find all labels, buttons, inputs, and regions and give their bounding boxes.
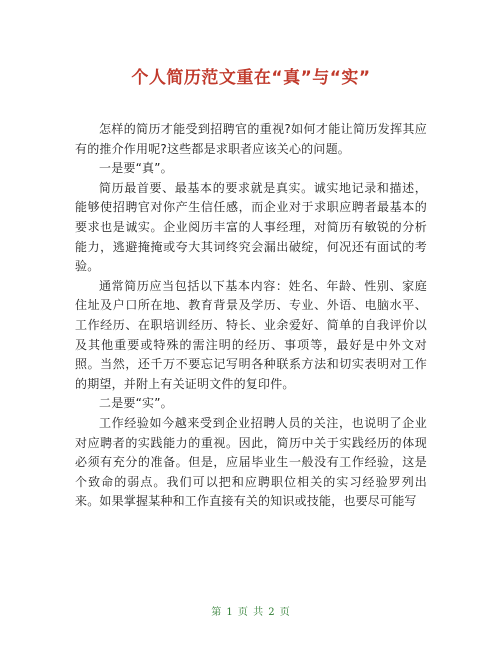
document-body bbox=[75, 120, 427, 512]
section-heading-true: 一是要“真”。 bbox=[99, 161, 173, 176]
section-heading-practical: 二是要“实”。 bbox=[99, 396, 173, 411]
document-title: 个人简历范文重在“真”与“实” bbox=[131, 68, 371, 88]
paragraph-authenticity: 简历最首要、最基本的要求就是真实。诚实地记录和描述，能够使招聘官对你产生信任感，而企业对于求职应聘者最基本的要求也是诚实。企业阅历丰富的人事经理，对简历有敏锐的分析能力，逃避掩掩或夸大其词终究会漏出破绽，何况还有面试的考验。 bbox=[75, 180, 427, 274]
page-number-footer: 第 1 页 共 2 页 bbox=[211, 607, 291, 618]
paragraph-basic-content: 通常简历应当包括以下基本内容：姓名、年龄、性别、家庭住址及户口所在地、教育背景及学历、专业、外语、电脑水平、工作经历、在职培训经历、特长、业余爱好、简单的自我评价以及其他重要或特殊的需注明的经历、事项等，最好是中外文对照。当然，还千万不要忘记写明各种联系方法和切实表明对工作的期望，并附上有关证明文件的复印件。 bbox=[75, 278, 427, 391]
paragraph-intro: 怎样的简历才能受到招聘官的重视?如何才能让简历发挥其应有的推介作用呢?这些都是求职者应该关心的问题。 bbox=[75, 122, 427, 156]
paragraph-work-experience: 工作经验如今越来受到企业招聘人员的关注，也说明了企业对应聘者的实践能力的重视。因此，简历中关于实践经历的体现必须有充分的准备。但是，应届毕业生一般没有工作经验，这是个致命的弱点。我们可以把和应聘职位相关的实习经验罗列出来。如果掌握某种和工作直接有关的知识或技能，也要尽可能写 bbox=[75, 415, 427, 509]
